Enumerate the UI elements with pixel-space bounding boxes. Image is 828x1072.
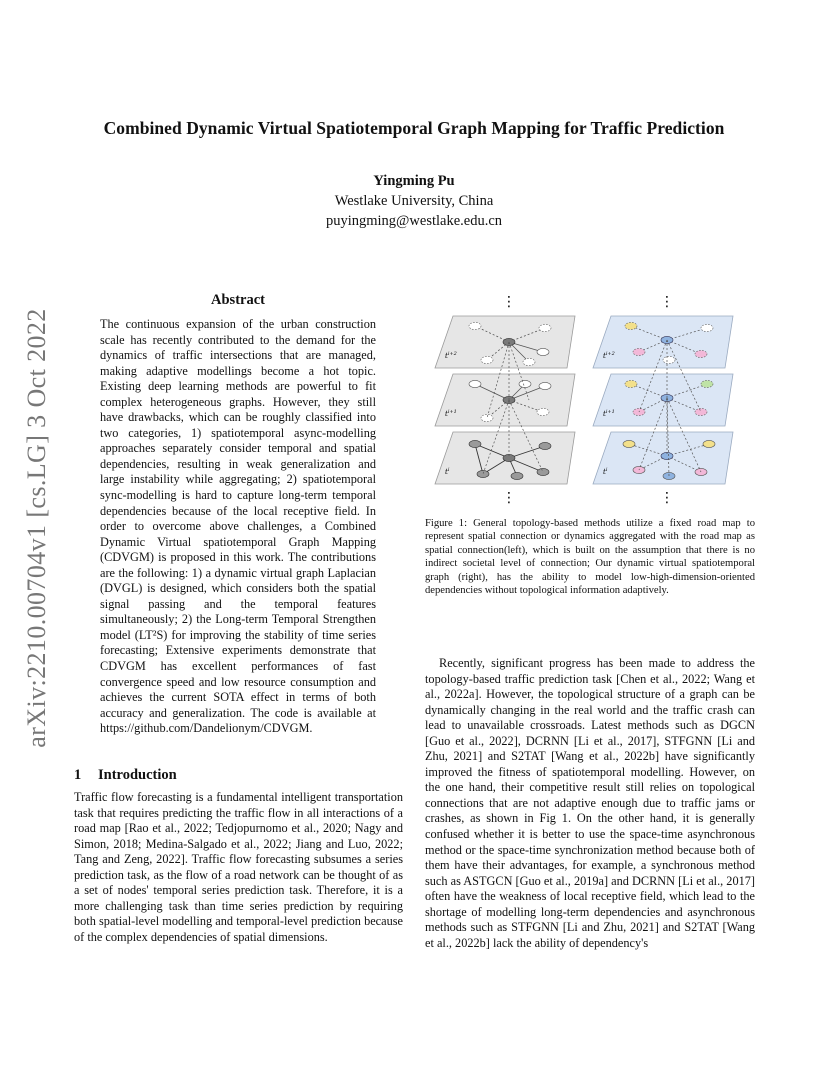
figure-1-caption: Figure 1: General topology-based methods utilize a fixed road map to represent spatial connection or dynamics aggregated with the road map as spatial connection(left), which is built on the assumption that there is no indirect societal level of connection; Our dynamic virtual spatiotemporal graph (right), has the ability to model low-high-dimension-oriented dependencies without topological information adaptively.: [425, 518, 755, 597]
section-title: Introduction: [98, 767, 177, 783]
author-affiliation: Westlake University, China: [334, 193, 494, 209]
author-email[interactable]: puyingming@westlake.edu.cn: [325, 213, 503, 229]
arxiv-sidebar: [22, 298, 52, 758]
layer-label-left-t2: $t^{i+2}$: [445, 351, 457, 360]
layer-label-right-t0: $t^i$: [603, 467, 608, 476]
right-column-text: Recently, significant progress has been made to address the topology-based traffic prediction task [Chen et al., 2022; Wang et al., 2022a]. However, the topological structure of a graph can be dynamically changing in the real world and the traffic crash can lead to unavailable crossroads. Latest methods such as DGCN [Guo et al., 2022], DCRNN [Li et al., 2017], STFGNN [Li and Zhu, 2021] and S2TAT [Wang et al., 2022b] have significantly improved the fitness of spatiotemporal modelling. However, on the one hand, their competitive result still relies on topological connections that are not adaptive enough due to traffic jams or crashes, as shown in Fig 1. On the other hand, it is generally confused whether it is better to use the space-time asynchronous method or the space-time synchronization method because both of them have their advantages, for example, a synchronous method such as ASTGCN [Guo et al., 2019a] and DCRNN [Li et al., 2017] often have the weakness of local receptive field, which lead to the shortage of modelling long-term dependencies and asynchronous methods such as STFGNN [Li and Zhu, 2021] and S2TAT [Wang et al., 2022b] lack the ability of dependency's: [425, 656, 755, 950]
abstract-heading: Abstract: [211, 292, 265, 308]
figure-1-graph-diagram: [425, 288, 755, 508]
layer-label-right-t1: $t^{i+1}$: [603, 409, 615, 418]
ellipsis-top-right: ⋮: [660, 294, 674, 310]
ellipsis-bottom-left: ⋮: [502, 490, 516, 506]
section-heading-introduction: [74, 767, 177, 784]
abstract-text: The continuous expansion of the urban construction scale has recently contributed to the demand for the dynamics of traffic intersections that are managed, making adaptive modellings become a hot topic. Existing deep learning methods are powerful to fit complex heterogeneous graphs. However, they still have drawbacks, which can be roughly classified into two categories, 1) spatiotemporal async-modelling approaches separately consider temporal and spatial dependencies, resulting in weak generalization and large instability while aggregating; 2) spatiotemporal sync-modelling is hard to capture long-term temporal dependencies because of the local receptive field. In order to overcome above challenges, a Combined Dynamic Virtual spatiotemporal Graph Mapping (CDVGM) is proposed in this work. The contributions are the following: 1) a dynamic virtual graph Laplacian (DVGL) is designed, which considers both the spatial signal passing and the temporal features simultaneously; 2) the Long-term Temporal Strengthen model (LT²S) for improving the stability of time series forecasting; Extensive experiments demonstrate that CDVGM has excellent performances of fast convergence speed and low resource consumption and achieves the current SOTA effect in terms of both accuracy and generalization. The code is available at https://github.com/Dandelionym/CDVGM.: [100, 317, 376, 736]
layer-label-left-t1: $t^{i+1}$: [445, 409, 457, 418]
layer-label-left-t0: $t^i$: [445, 467, 450, 476]
ellipsis-bottom-right: ⋮: [660, 490, 674, 506]
author-name: Yingming Pu: [373, 173, 455, 189]
paper-title: Combined Dynamic Virtual Spatiotemporal Graph Mapping for Traffic Prediction: [103, 118, 725, 138]
layer-label-right-t2: $t^{i+2}$: [603, 351, 615, 360]
arxiv-identifier: arXiv:2210.00704v1 [cs.LG] 3 Oct 2022: [22, 308, 51, 748]
introduction-text: Traffic flow forecasting is a fundamental intelligent transportation task that requires predicting the traffic flow in all interactions of a road map [Rao et al., 2022; Tedjopurnomo et al., 2020; Nagy and Simon, 2018; Medina-Salgado et al., 2022; Jiang and Luo, 2022; Tang and Zeng, 2022]. Traffic flow forecasting subsumes a series prediction task, as the flow of a road network can be thought of as a set of nodes' temporal series prediction task. Therefore, it is a more challenging task than time series prediction by requiring both spatial-level modelling and temporal-level prediction because of the complex dependencies of spatial dimensions.: [74, 790, 403, 944]
ellipsis-top-left: ⋮: [502, 294, 516, 310]
section-number: 1: [74, 767, 82, 783]
